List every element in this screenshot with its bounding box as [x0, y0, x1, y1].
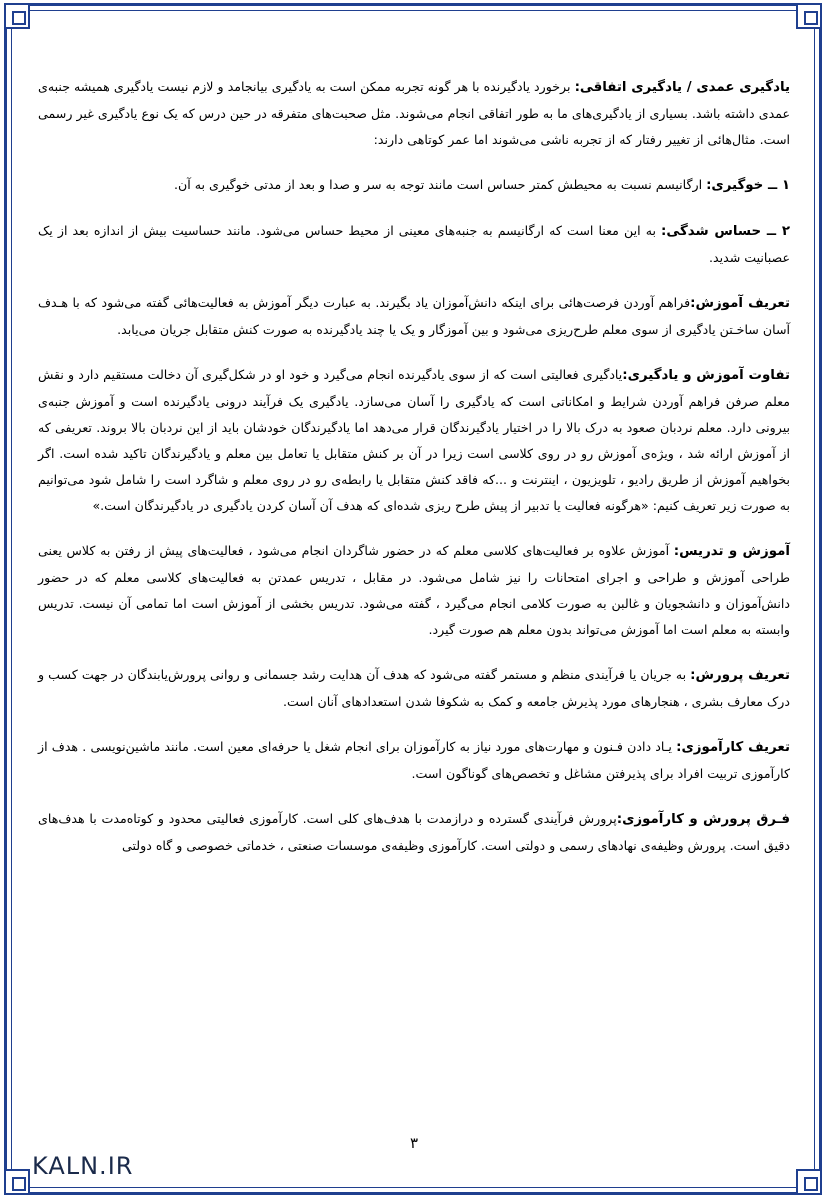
paragraph-sensitization	[38, 218, 790, 271]
paragraph-training-definition	[38, 734, 790, 787]
paragraph-teaching-vs-learning	[38, 362, 790, 519]
paragraph-text: به این معنا است که ارگانیسم به جنبه‌های معینی از محیط حساس می‌شود. مانند حساسیت بیش از اندازه بعد از یک عصبانیت شدید.	[38, 223, 790, 265]
paragraph-teaching-and-instruction	[38, 538, 790, 643]
paragraph-text: آموزش علاوه بر فعالیت‌های کلاسی معلم که در حضور شاگردان انجام می‌شود ، فعالیت‌های پیش از رفتن به کلاس یعنی طراحی آموزش و طراحی و اجرای امتحانات را نیز شامل می‌شود. در مقابل ، تدریس عمدتن به فعالیت‌های کلاسی معلم که در حضور دانش‌آموزان و دانشجویان و غالبن به صورت کلامی انجام می‌گیرد ، گفته می‌شود. تدریس بخشی از آموزش است اما تمامی آن نیست. تدریس وابسته به معلم است اما آموزش می‌تواند بدون معلم هم صورت گیرد.	[38, 543, 790, 637]
paragraph-text: پرورش فرآیندی گسترده و درازمدت با هدف‌های کلی است. کارآموزی فعالیتی محدود و کوتاه‌مدت با هدف‌های دقیق است. پرورش وظیفه‌ی نهادهای رسمی و دولتی است. کارآموزی وظیفه‌ی موسسات صنعتی ، خدماتی خصوصی و گاه دولتی	[38, 811, 790, 853]
paragraph-heading: ۲ ــ حساس شدگی:	[661, 224, 791, 239]
document-body	[38, 74, 790, 878]
paragraph-text: یـاد دادن فـنون و مهارت‌های مورد نیاز به کارآموزان برای انجام شغل یا حرفه‌ای معین است. مانند ماشین‌نویسی . هدف از کارآموزی تربیت افراد برای پذیرفتن مشاغل و تخصص‌های گوناگون است.	[38, 739, 790, 781]
paragraph-heading: تفاوت آموزش و یادگیری:	[622, 368, 791, 383]
corner-ornament-top-left	[4, 3, 30, 29]
paragraph-heading: یادگیری عمدی / یادگیری اتفاقی:	[574, 80, 791, 95]
paragraph-education-vs-training	[38, 806, 790, 859]
corner-ornament-top-right	[796, 3, 822, 29]
paragraph-heading: تعریف کارآموزی:	[676, 740, 790, 755]
paragraph-heading: فـرق پرورش و کارآموزی:	[616, 812, 790, 827]
paragraph-teaching-definition	[38, 290, 790, 343]
paragraph-text: یادگیری فعالیتی است که از سوی یادگیرنده انجام می‌گیرد و خود او در شکل‌گیری آن دخالت مستقیم دارد و نقش معلم صرفن فراهم آوردن شرایط و امکاناتی است که یادگیری را آسان می‌سازد. یادگیری یک فرآیند درونی یادگیرنده است و آموزش جنبه‌ی بیرونی دارد. معلم نردبان صعود به درک بالا را در اختیار یادگیرندگان قرار می‌دهد اما یادگیرندگان خودشان باید از این نردبان بالا بروند. تعریفی که از آموزش ارائه شد ، ویژه‌ی آموزش رو در روی کلاسی است زیرا در آن بر کنش متقابل یا تعامل بین معلم و یادگیرندگان تاکید شده است. اگر بخواهیم آموزش از طریق رادیو ، تلویزیون ، اینترنت و ...که فاقد کنش متقابل یا رابطه‌ی رو در روی معلم و شاگرد است را شامل شود می‌توانیم به صورت زیر تعریف کنیم: «هرگونه فعالیت یا تدبیر از پیش طرح ریزی شده‌ای که هدف آن آسان کردن یادگیری در یادگیرندگان است.»	[38, 367, 790, 513]
corner-ornament-bottom-right	[796, 1169, 822, 1195]
site-watermark-logo: KALN.IR	[32, 1152, 134, 1180]
paragraph-text: به جریان یا فرآیندی منظم و مستمر گفته می‌شود که هدف آن هدایت رشد جسمانی و روانی پرورش‌یابندگان در جهت کسب و درک معارف بشری ، هنجارهای مورد پذیرش جامعه و کمک به شکوفا شدن استعدادهای آنان است.	[38, 667, 790, 709]
corner-ornament-bottom-left	[4, 1169, 30, 1195]
page-number: ۳	[409, 1134, 419, 1152]
paragraph-heading: ۱ ــ خوگیری:	[706, 178, 790, 193]
paragraph-heading: تعریف پرورش:	[690, 668, 791, 683]
paragraph-education-definition	[38, 662, 790, 715]
paragraph-heading: تعریف آموزش:	[690, 296, 790, 311]
paragraph-intentional-incidental-learning	[38, 74, 790, 153]
paragraph-text: ارگانیسم نسبت به محیطش کمتر حساس است مانند توجه به سر و صدا و بعد از مدتی خوگیری به آن.	[173, 177, 707, 192]
paragraph-heading: آموزش و تدریس:	[673, 544, 790, 559]
paragraph-text: برخورد یادگیرنده با هر گونه تجربه ممکن است به یادگیری بیانجامد و لازم نیست یادگیری همیشه جنبه‌ی عمدی داشته باشد. بسیاری از یادگیری‌های ما به طور اتفاقی انجام می‌شوند. مثل صحبت‌های متفرقه در حین درس که یک نوع یادگیری غیر رسمی است. مثال‌هائی از تغییر رفتار که از تجربه ناشی می‌شوند اما عمر کوتاهی دارند:	[38, 79, 790, 147]
paragraph-habituation	[38, 172, 790, 199]
paragraph-text: فراهم آوردن فرصت‌هائی برای اینکه دانش‌آموزان یاد بگیرند. به عبارت دیگر آموزش به فعالیت‌هائی گفته می‌شود که با هـدف آسان ساخـتن یادگیری از سوی معلم طرح‌ریزی می‌شود و بین آموزگار و یک یا چند یادگیرنده به صورت کنش متقابل جریان می‌یابد.	[38, 295, 790, 337]
